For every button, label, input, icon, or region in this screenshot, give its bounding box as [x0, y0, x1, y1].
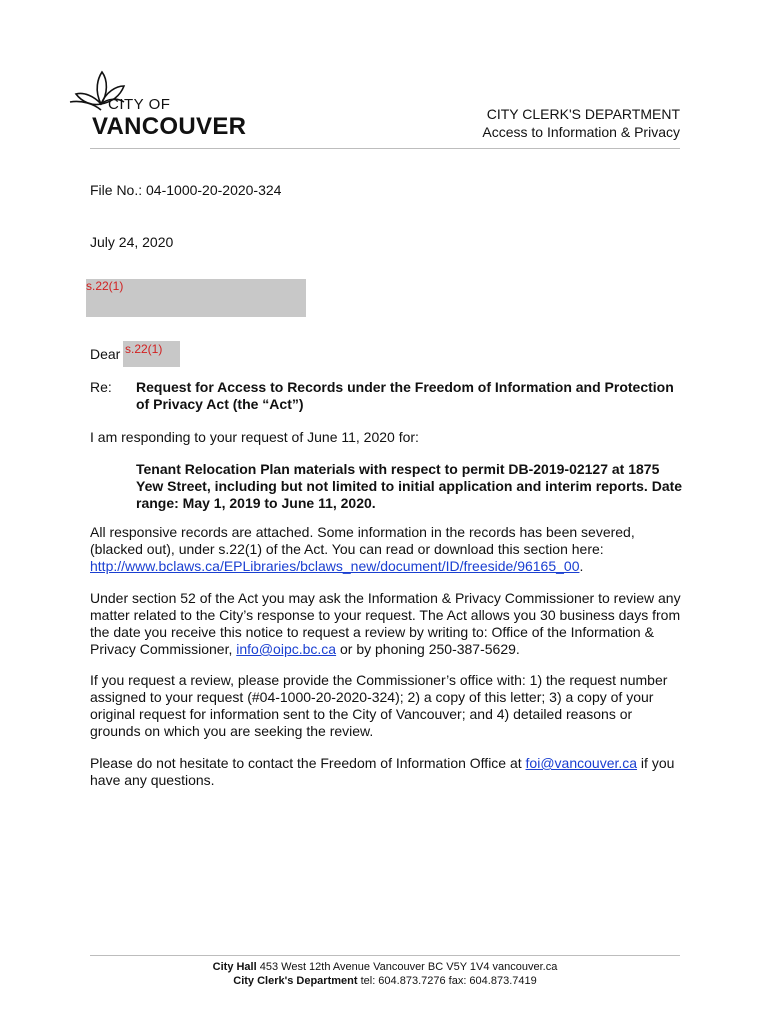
paragraph-line — [90, 755, 690, 772]
paragraph-line: have any questions. — [90, 772, 215, 788]
paragraph-line — [90, 641, 690, 658]
paragraph-line: If you request a review, please provide the Commissioner’s office with: 1) the request number — [90, 672, 668, 688]
request-line: Tenant Relocation Plan materials with respect to permit DB-2019-02127 at 1875 — [136, 461, 660, 477]
text-span: or by phoning 250-387-5629. — [336, 641, 520, 657]
department-subtitle: Access to Information & Privacy — [482, 124, 680, 140]
footer-text: 453 West 12th Avenue Vancouver BC V5Y 1V4 vancouver.ca — [256, 961, 558, 973]
footer-divider — [90, 955, 680, 956]
re-subject-line: Request for Access to Records under the Freedom of Information and Protection — [136, 379, 674, 395]
letter-date: July 24, 2020 — [90, 234, 174, 250]
logo-city-of: CITY OF — [108, 96, 171, 113]
paragraph-line: assigned to your request (#04-1000-20-2020-324); 2) a copy of this letter; 3) a copy of your — [90, 689, 654, 705]
re-subject — [136, 379, 696, 413]
footer-text: tel: 604.873.7276 fax: 604.873.7419 — [357, 975, 537, 987]
text-span: if you — [637, 755, 675, 771]
paragraph-line: All responsive records are attached. Some information in the records has been severed, — [90, 524, 635, 540]
logo-vancouver: VANCOUVER — [92, 113, 247, 140]
re-subject-line: of Privacy Act (the “Act”) — [136, 396, 304, 412]
paragraph-line: grounds on which you are seeking the review. — [90, 723, 374, 739]
intro-paragraph: I am responding to your request of June 11, 2020 for: — [90, 429, 419, 445]
footer-label: City Hall — [212, 961, 257, 973]
department-header — [482, 105, 680, 141]
paragraph-line: matter related to the City’s response to your request. The Act allows you 30 business days from — [90, 607, 681, 623]
text-span: Privacy Commissioner, — [90, 641, 237, 657]
name-redaction-box — [123, 341, 180, 367]
paragraph-line: the date you receive this notice to request a review by writing to: Office of the Information & — [90, 624, 654, 640]
contact-paragraph — [90, 755, 690, 789]
period: . — [579, 558, 584, 574]
request-description — [136, 461, 696, 512]
records-paragraph — [90, 524, 690, 575]
footer-contact — [90, 974, 680, 988]
re-label: Re: — [90, 379, 112, 395]
text-span: Please do not hesitate to contact the Freedom of Information Office at — [90, 755, 526, 771]
name-redaction-label: s.22(1) — [125, 342, 163, 356]
oipc-email-link[interactable]: info@oipc.bc.ca — [236, 641, 337, 657]
foi-email-link[interactable]: foi@vancouver.ca — [525, 755, 638, 771]
redaction-label: s.22(1) — [86, 279, 124, 293]
footer-address — [90, 960, 680, 974]
footer-label: City Clerk's Department — [233, 975, 358, 987]
salutation: Dear — [90, 346, 121, 362]
address-redaction-box — [86, 279, 306, 317]
paragraph-line — [90, 558, 690, 575]
review-request-paragraph — [90, 672, 690, 740]
review-rights-paragraph — [90, 590, 690, 658]
header-divider — [90, 148, 680, 149]
paragraph-line: original request for information sent to the City of Vancouver; and 4) detailed reasons or — [90, 706, 633, 722]
file-number: File No.: 04-1000-20-2020-324 — [90, 182, 282, 198]
paragraph-line: (blacked out), under s.22(1) of the Act. You can read or download this section here: — [90, 541, 604, 557]
request-line: Yew Street, including but not limited to initial application and interim reports. Date — [136, 478, 683, 494]
request-line: range: May 1, 2019 to June 11, 2020. — [136, 495, 376, 511]
department-name: CITY CLERK'S DEPARTMENT — [486, 106, 680, 122]
paragraph-line: Under section 52 of the Act you may ask the Information & Privacy Commissioner to review any — [90, 590, 681, 606]
bclaws-link[interactable]: http://www.bclaws.ca/EPLibraries/bclaws_new/document/ID/freeside/96165_00 — [90, 558, 580, 574]
